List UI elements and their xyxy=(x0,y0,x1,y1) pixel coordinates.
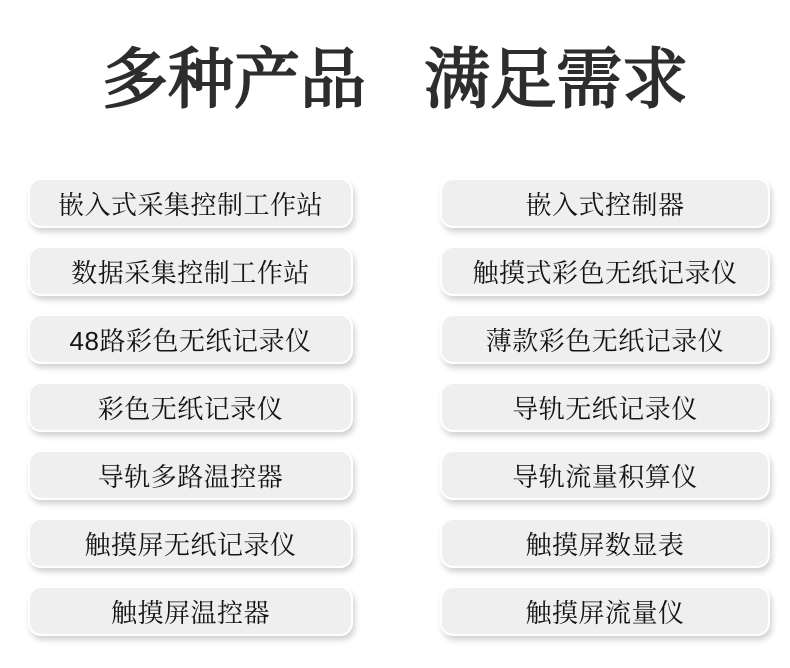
product-pill[interactable]: 薄款彩色无纸记录仪 xyxy=(440,314,770,364)
product-pill[interactable]: 导轨无纸记录仪 xyxy=(440,382,770,432)
product-pill[interactable]: 嵌入式控制器 xyxy=(440,178,770,228)
product-pill[interactable]: 数据采集控制工作站 xyxy=(28,246,353,296)
product-list-left xyxy=(28,178,353,636)
product-pill[interactable]: 彩色无纸记录仪 xyxy=(28,382,353,432)
product-pill[interactable]: 导轨流量积算仪 xyxy=(440,450,770,500)
product-pill[interactable]: 触摸屏无纸记录仪 xyxy=(28,518,353,568)
page-title xyxy=(0,42,790,118)
product-pill[interactable]: 触摸屏温控器 xyxy=(28,586,353,636)
product-pill[interactable]: 48路彩色无纸记录仪 xyxy=(28,314,353,364)
product-pill[interactable]: 触摸屏流量仪 xyxy=(440,586,770,636)
product-pill[interactable]: 触摸屏数显表 xyxy=(440,518,770,568)
page-title-part-1: 多种产品 xyxy=(102,42,366,116)
product-list-right xyxy=(440,178,770,636)
page-title-part-2: 满足需求 xyxy=(424,42,688,116)
product-pill[interactable]: 导轨多路温控器 xyxy=(28,450,353,500)
product-pill[interactable]: 触摸式彩色无纸记录仪 xyxy=(440,246,770,296)
product-pill[interactable]: 嵌入式采集控制工作站 xyxy=(28,178,353,228)
